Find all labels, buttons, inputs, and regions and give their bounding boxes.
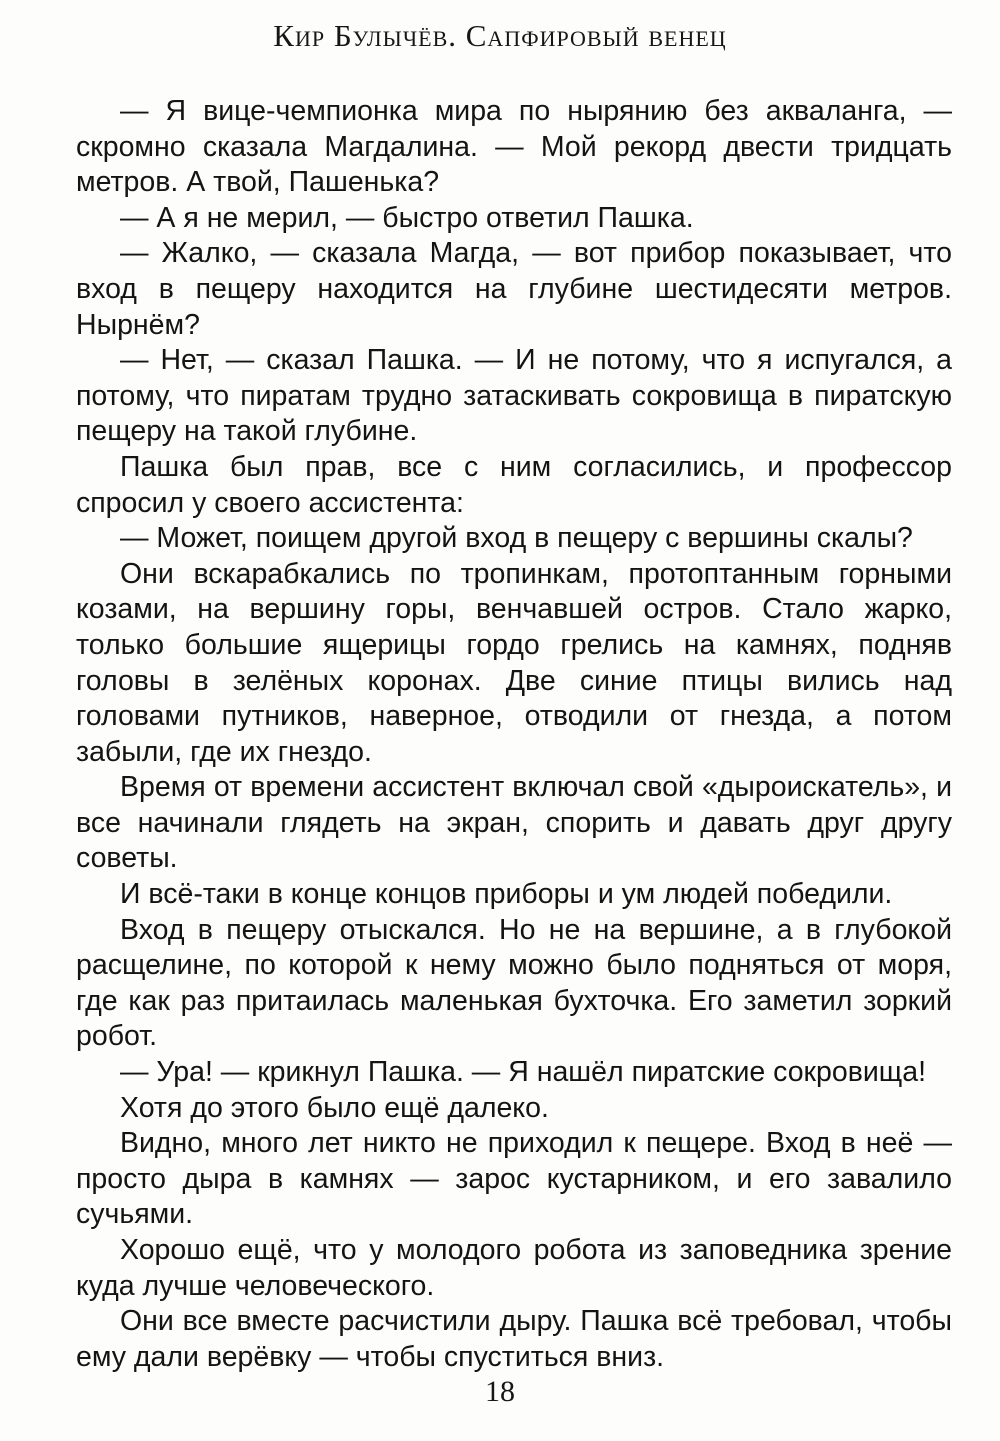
paragraph: — А я не мерил, — быстро ответил Пашка.	[120, 201, 694, 234]
paragraph: — Нет, — сказал Пашка. — И не потому, что я испугался, а потому, что пиратам трудно затаскивать сокровища в пиратскую пещеру на такой глубине.	[76, 344, 952, 448]
paragraph: И всё-таки в конце концов приборы и ум людей победили.	[120, 878, 893, 911]
paragraph: Вход в пещеру отыскался. Но не на вершине, а в глубокой расщелине, по которой к нему можно было подняться от моря, где как раз притаилась маленькая бухточка. Его заметил зоркий робот.	[76, 913, 952, 1053]
paragraph: — Я вице-чемпионка мира по нырянию без акваланга, — скромно сказала Магдалина. — Мой рекорд двести тридцать метров. А твой, Пашенька?	[76, 95, 952, 199]
page-number: 18	[485, 1375, 515, 1408]
paragraph: Время от времени ассистент включал свой «дыроискатель», и все начинали глядеть на экран, спорить и давать друг другу советы.	[76, 771, 952, 875]
paragraph: Хорошо ещё, что у молодого робота из заповедника зрение куда лучше человеческого.	[76, 1234, 952, 1302]
running-head: Кир Булычёв. Сапфировый венец	[273, 18, 727, 53]
paragraph: Они все вместе расчистили дыру. Пашка всё требовал, чтобы ему дали верёвку — чтобы спуститься вниз.	[76, 1305, 952, 1373]
paragraph: Они вскарабкались по тропинкам, протоптанным горными козами, на вершину горы, венчавшей остров. Стало жарко, только большие ящерицы гордо грелись на камнях, подняв головы в зелёных коронах. Две синие птицы вились над головами путников, наверное, отводили от гнезда, а потом забыли, где их гнездо.	[76, 557, 952, 768]
paragraph: Пашка был прав, все с ним согласились, и профессор спросил у своего ассистента:	[76, 450, 952, 519]
paragraph: — Ура! — крикнул Пашка. — Я нашёл пиратские сокровища!	[120, 1056, 927, 1089]
paragraph: — Может, поищем другой вход в пещеру с вершины скалы?	[120, 522, 913, 555]
paragraph: Видно, много лет никто не приходил к пещере. Вход в неё — просто дыра в камнях — зарос кустарником, и его завалило сучьями.	[76, 1127, 952, 1231]
body-text	[76, 94, 952, 1375]
paragraph: Хотя до этого было ещё далеко.	[120, 1091, 549, 1124]
paragraph: — Жалко, — сказала Магда, — вот прибор показывает, что вход в пещеру находится на глубине шестидесяти метров. Нырнём?	[76, 237, 952, 341]
